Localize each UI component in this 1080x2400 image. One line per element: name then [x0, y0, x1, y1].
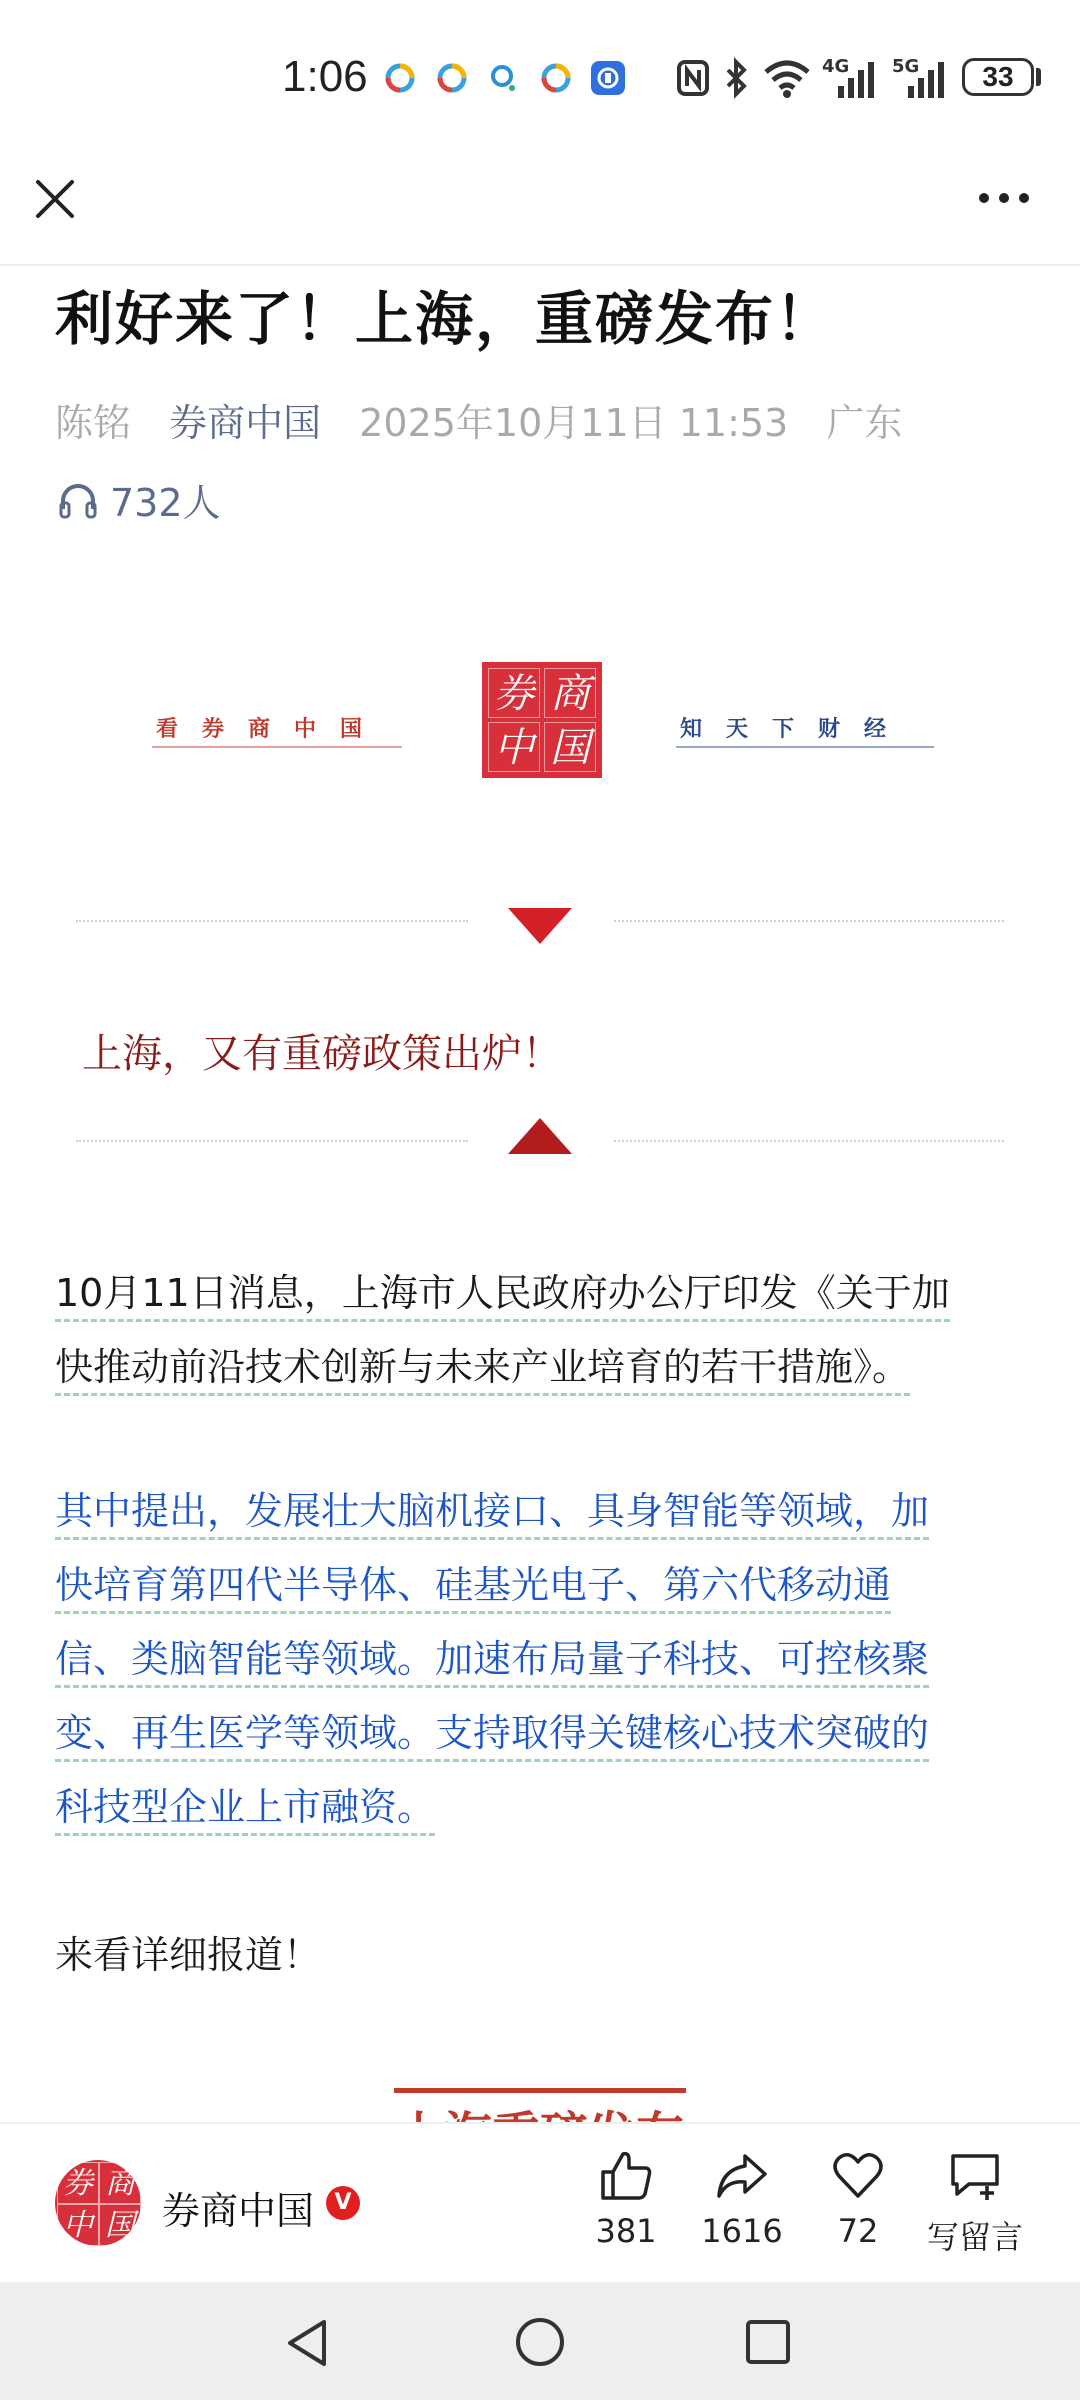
paragraph-1 [55, 1256, 1030, 1404]
divider-dotted [614, 920, 1004, 922]
cell-signal-icon [826, 56, 880, 100]
home-nav-icon[interactable] [514, 2316, 566, 2368]
article-datetime: 2025年10月11日 11:53 [359, 401, 789, 445]
system-nav-bar [0, 2282, 1080, 2400]
share-icon [715, 2150, 769, 2202]
paragraph-line: 其中提出，发展壮大脑机接口、具身智能等领域，加 [55, 1489, 929, 1540]
triangle-down-decoration [508, 908, 572, 944]
verified-badge: V [326, 2186, 360, 2220]
brand-logo [482, 662, 602, 778]
account-avatar[interactable] [55, 2160, 141, 2246]
logo-char: 中 [488, 722, 540, 772]
app-notification-icon [540, 62, 572, 94]
thumbs-up-icon [599, 2150, 653, 2202]
shield-app-icon [590, 60, 626, 96]
article-location: 广东 [826, 401, 903, 445]
divider-dotted [76, 920, 468, 922]
logo-char: 国 [544, 722, 596, 772]
battery-tip [1036, 68, 1041, 86]
nfc-icon [676, 56, 710, 100]
like-count: 381 [595, 2212, 657, 2250]
account-name[interactable]: 券商中国 [162, 2189, 315, 2233]
logo-char: 中 [57, 2204, 99, 2246]
section-subheading: 上海，又有重磅政策出炉！ [82, 1031, 562, 1077]
signal-5g-label: 5G [892, 56, 920, 77]
heart-icon [831, 2150, 885, 2202]
paragraph-line: 信、类脑智能等领域。加速布局量子科技、可控核聚 [55, 1637, 929, 1688]
wifi-icon [762, 56, 812, 100]
app-notification-icon [436, 62, 468, 94]
logo-char: 券 [57, 2162, 99, 2204]
banner-left-underline [152, 746, 402, 748]
bottom-action-bar [0, 2122, 1080, 2282]
paragraph-2-highlight [55, 1474, 1030, 1844]
share-button[interactable] [692, 2150, 792, 2250]
logo-char: 国 [99, 2204, 141, 2246]
banner-right-underline [676, 746, 934, 748]
battery-indicator: 33 [962, 58, 1034, 96]
app-notification-icon [384, 62, 416, 94]
like-button[interactable] [576, 2150, 676, 2250]
banner-right-text: 知天下财经 [680, 717, 911, 742]
divider-dotted [614, 1140, 1004, 1142]
article-meta [55, 392, 928, 447]
favorite-button[interactable] [808, 2150, 908, 2250]
paragraph-3: 来看详细报道！ [55, 1933, 322, 1977]
cell-signal-icon [896, 56, 950, 100]
banner-left-text: 看券商中国 [156, 717, 387, 742]
comment-label: 写留言 [926, 2218, 1023, 2256]
back-nav-icon[interactable] [282, 2316, 332, 2370]
share-count: 1616 [701, 2212, 783, 2250]
divider-dotted [76, 1140, 468, 1142]
logo-char: 商 [99, 2162, 141, 2204]
close-icon[interactable] [34, 178, 76, 220]
favorite-count: 72 [837, 2212, 879, 2250]
article-title: 利好来了！上海，重磅发布！ [55, 285, 836, 353]
headphones-icon [58, 481, 98, 519]
article-source-link[interactable]: 券商中国 [169, 401, 322, 445]
logo-char: 商 [544, 668, 596, 718]
recents-nav-icon[interactable] [744, 2318, 792, 2366]
paragraph-line: 快推动前沿技术创新与未来产业培育的若干措施》。 [55, 1345, 910, 1396]
article-author: 陈铭 [55, 401, 132, 445]
app-bar [0, 160, 1080, 264]
paragraph-line: 变、再生医学等领域。支持取得关键核心技术突破的 [55, 1711, 929, 1762]
status-bar [0, 0, 1080, 160]
comment-button[interactable] [914, 2150, 1036, 2258]
bluetooth-icon [722, 56, 750, 100]
paragraph-line: 10月11日消息，上海市人民政府办公厅印发《关于加 [55, 1271, 950, 1322]
paragraph-line: 科技型企业上市融资。 [55, 1785, 435, 1836]
paragraph-line: 快培育第四代半导体、硅基光电子、第六代移动通 [55, 1563, 891, 1614]
status-time: 1:06 [282, 52, 368, 101]
comment-add-icon [947, 2150, 1003, 2202]
signal-4g-label: 4G [822, 56, 850, 77]
listen-button[interactable] [58, 472, 221, 527]
triangle-up-decoration [508, 1118, 572, 1154]
more-options-icon[interactable] [978, 190, 1030, 206]
app-bar-divider [0, 264, 1080, 266]
logo-char: 券 [488, 668, 540, 718]
chat-notification-icon [488, 62, 520, 94]
next-section-bar [394, 2088, 686, 2093]
listener-count: 732人 [110, 481, 221, 525]
